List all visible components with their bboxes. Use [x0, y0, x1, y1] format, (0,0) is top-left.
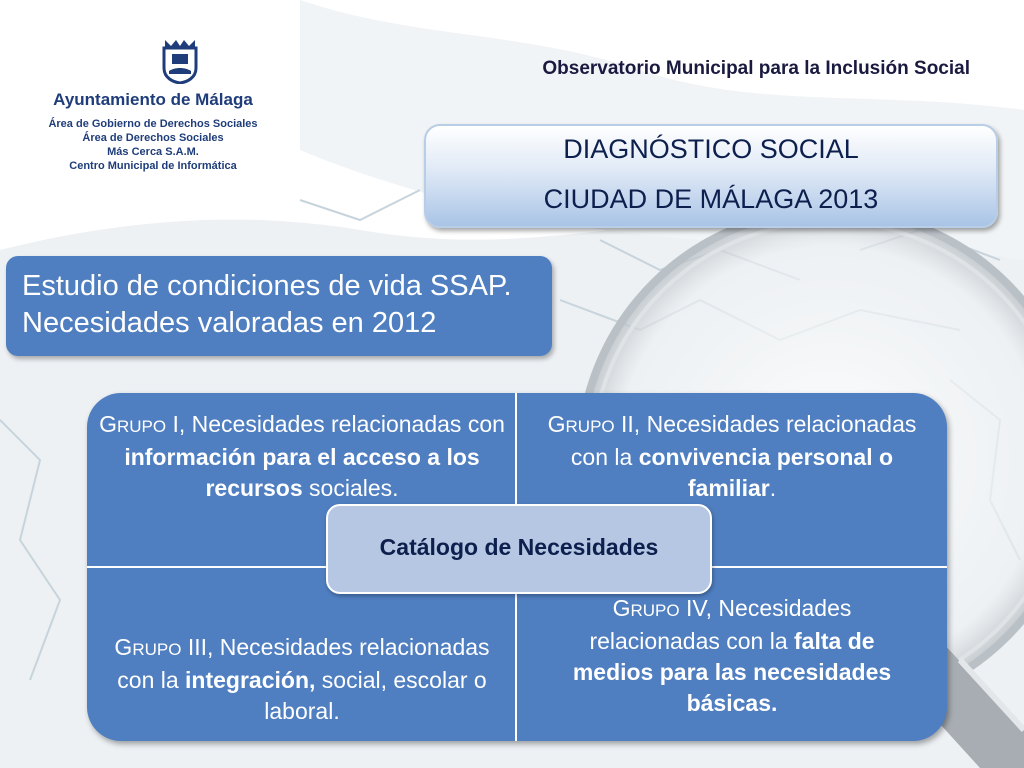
group-3-cell: GRUPO III, Necesidades relacionadas con la integración, social, escolar o laboral.	[114, 634, 490, 724]
study-title-box	[6, 256, 552, 356]
study-line-1: Estudio de condiciones de vida SSAP.	[22, 270, 512, 302]
group-2-cell: GRUPO II, Necesidades relacionadas con la convivencia personal o familiar.	[547, 411, 917, 501]
catalog-box	[326, 504, 712, 594]
city-seal-icon	[161, 38, 199, 84]
group-1-cell: GRUPO I, Necesidades relacionadas con información para el acceso a los recursos sociales.	[99, 411, 505, 501]
diagnostic-line-1: DIAGNÓSTICO SOCIAL	[563, 134, 859, 164]
group-4-cell: GRUPO IV, Necesidades relacionadas con la falta de medios para las necesidades básicas.	[572, 595, 892, 716]
logo-name: Ayuntamiento de Málaga	[53, 90, 253, 109]
ayuntamiento-logo	[30, 38, 276, 176]
logo-line-4: Centro Municipal de Informática	[69, 160, 237, 172]
study-line-2: Necesidades valoradas en 2012	[22, 307, 437, 339]
diagnostic-line-2: CIUDAD DE MÁLAGA 2013	[543, 184, 879, 214]
logo-line-2: Área de Derechos Sociales	[82, 132, 224, 144]
catalog-label: Catálogo de Necesidades	[379, 534, 659, 560]
diagnostic-title-box	[424, 124, 998, 228]
page-header-title: Observatorio Municipal para la Inclusión Social	[542, 58, 970, 79]
logo-line-1: Área de Gobierno de Derechos Sociales	[48, 118, 258, 130]
logo-line-3: Más Cerca S.A.M.	[107, 146, 199, 158]
